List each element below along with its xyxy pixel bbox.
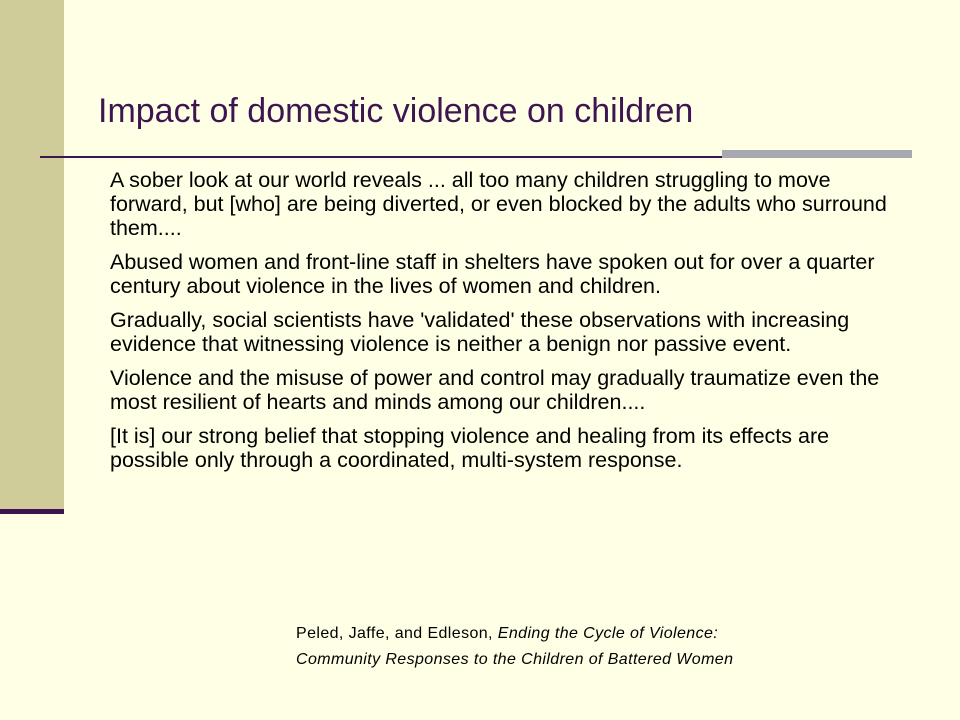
slide-title: Impact of domestic violence on children — [98, 92, 694, 130]
slide-body — [110, 168, 900, 482]
paragraph: A sober look at our world reveals ... all too many children struggling to move forward, but [who] are being diverted, or even blocked by the adults who surround them.... — [110, 168, 887, 240]
title-divider-accent — [722, 150, 912, 158]
citation — [296, 621, 733, 673]
paragraph: [It is] our strong belief that stopping violence and healing from its effects are possible only through a coordinated, multi-system response. — [110, 424, 830, 472]
citation-line-1 — [296, 621, 733, 647]
paragraph: Violence and the misuse of power and control may gradually traumatize even the most resilient of hearts and minds among our children.... — [110, 366, 880, 414]
left-accent-bar — [0, 0, 64, 510]
citation-authors: Peled, Jaffe, and Edleson, — [296, 625, 493, 642]
paragraph: Gradually, social scientists have 'validated' these observations with increasing evidence that witnessing violence is neither a benign nor passive event. — [110, 308, 850, 356]
citation-line-2 — [296, 647, 733, 673]
citation-work-title: Ending the Cycle of Violence: — [497, 625, 719, 642]
paragraph: Abused women and front-line staff in shelters have spoken out for over a quarter century about violence in the lives of women and children. — [110, 250, 875, 298]
left-accent-stub — [0, 509, 64, 514]
citation-work-subtitle: Community Responses to the Children of Battered Women — [296, 651, 734, 668]
